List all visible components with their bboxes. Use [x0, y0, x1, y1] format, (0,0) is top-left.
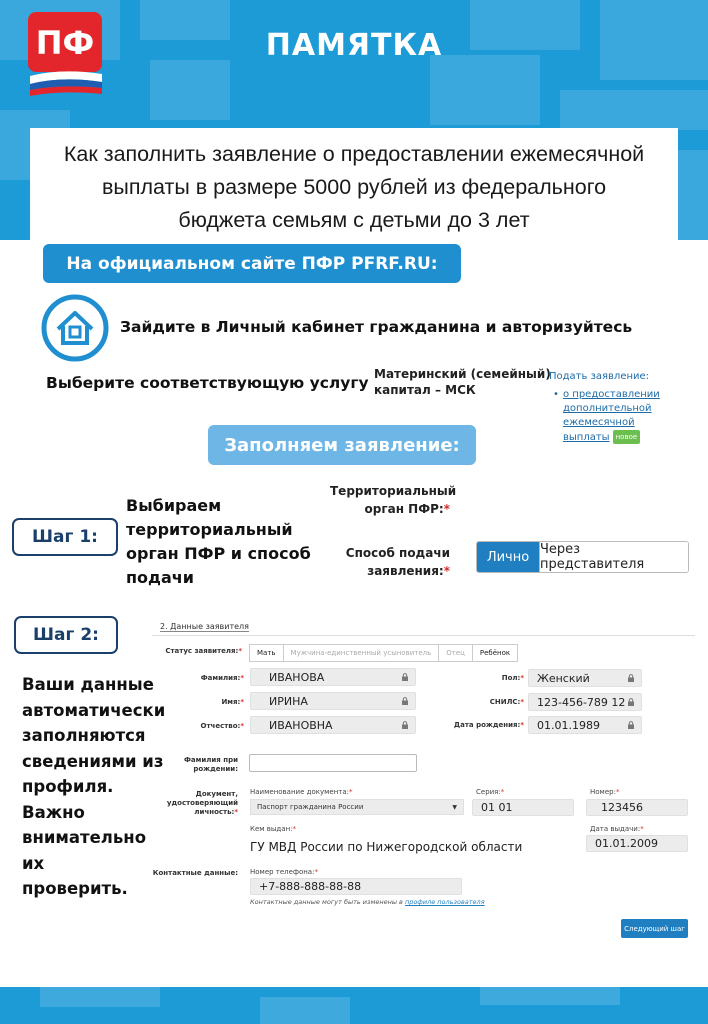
step2-line: заполняются [22, 726, 146, 745]
step1-label: Шаг 1: [12, 518, 118, 556]
option-in-person[interactable]: Лично [477, 542, 539, 572]
form-section-title: 2. Данные заявителя [160, 622, 249, 631]
status-option-mother[interactable]: Мать [257, 649, 276, 657]
fill-section-label: Заполняем заявление: [208, 425, 476, 465]
step2-text [22, 672, 172, 902]
issued-by-value: ГУ МВД России по Нижегородской области [250, 840, 523, 854]
snils-label: СНИЛС:* [489, 698, 524, 706]
lock-icon [627, 721, 635, 729]
step2-label: Шаг 2: [14, 616, 118, 654]
series-field[interactable] [472, 799, 574, 816]
birth-surname-input[interactable] [249, 754, 417, 772]
submission-method-toggle[interactable] [476, 541, 689, 573]
lock-icon [401, 721, 409, 729]
apply-link-line: о предоставлении [563, 389, 660, 400]
step2-line: внимательно их [22, 828, 147, 873]
birth-date-value: 01.01.1989 [537, 718, 600, 732]
footer-band [0, 987, 708, 1024]
number-field[interactable] [586, 799, 688, 816]
step2-line: сведениями из [22, 751, 164, 771]
surname-value: ИВАНОВА [269, 670, 325, 684]
apply-link-line: дополнительной ежемесячной [563, 403, 652, 428]
contacts-note: Контактные данные могут быть изменены в профиле пользователя [250, 898, 485, 906]
apply-title: Подать заявление: [549, 371, 650, 382]
msk-line: капитал – МСК [374, 383, 476, 397]
birth-date-label: Дата рождения:* [453, 721, 524, 729]
territorial-label [330, 482, 457, 518]
applicant-form [152, 614, 695, 946]
phone-value: +7-888-888-88-88 [259, 880, 362, 893]
msk-service-label[interactable] [374, 366, 551, 398]
lock-icon [627, 698, 635, 706]
birth-date-field[interactable] [528, 716, 642, 734]
lock-icon [401, 673, 409, 681]
apply-link-line: выплаты [563, 432, 610, 443]
series-caption: Серия:* [476, 788, 505, 796]
territorial-label-line: орган ПФР: [364, 502, 444, 516]
method-label-line: заявления: [367, 564, 444, 578]
gender-field[interactable] [528, 669, 642, 687]
name-field[interactable] [250, 692, 416, 710]
msk-line: Материнский (семейный) [374, 367, 551, 381]
subtitle-line: выплаты в размере 5000 рублей из федерального [101, 175, 607, 199]
subtitle-line: бюджета семьям с детьми до 3 лет [178, 208, 530, 232]
name-value: ИРИНА [269, 694, 308, 708]
next-step-button[interactable]: Следующий шаг [621, 919, 688, 938]
issue-date-value: 01.01.2009 [595, 837, 658, 850]
territorial-label-line: Территориальный [330, 484, 457, 498]
subtitle [34, 138, 674, 237]
identity-doc-label: Документ, удостоверяющий личность:* [166, 790, 238, 816]
apply-link[interactable] [563, 388, 708, 445]
step2-line: Ваши данные [22, 675, 154, 694]
status-option-father[interactable]: Отец [438, 645, 472, 661]
lock-icon [401, 697, 409, 705]
issue-date-field[interactable] [586, 835, 688, 852]
series-value: 01 01 [481, 801, 513, 814]
method-label [330, 544, 450, 580]
option-representative[interactable]: Через представителя [539, 542, 688, 572]
step2-line: Важно [22, 802, 85, 822]
subtitle-line: Как заполнить заявление о предоставлении ежемесячной [63, 142, 645, 166]
required-star: * [443, 502, 450, 516]
birth-surname-label: Фамилия при рождении: [183, 756, 238, 773]
new-badge: новое [613, 430, 641, 444]
step2-line: профиля. [22, 777, 114, 796]
status-option-single-adopter[interactable]: Мужчина-единственный усыновитель [283, 645, 439, 661]
divider [152, 635, 695, 636]
choose-service-instruction: Выберите соответствующую услугу [46, 374, 369, 392]
logo-text: ПФ [35, 24, 95, 62]
snils-value: 123-456-789 12 [537, 695, 626, 709]
phone-caption: Номер телефона:* [250, 868, 318, 876]
caret-down-icon: ▼ [452, 803, 457, 811]
status-option-child[interactable]: Ребёнок [472, 645, 517, 661]
status-tabs[interactable] [249, 644, 518, 662]
contacts-label: Контактные данные: [152, 869, 238, 877]
profile-link[interactable]: профиле пользователя [404, 898, 485, 906]
doc-name-caption: Наименование документа:* [250, 788, 353, 796]
number-value: 123456 [601, 801, 643, 814]
apply-box [549, 370, 708, 445]
login-instruction: Зайдите в Личный кабинет гражданина и авторизуйтесь [120, 318, 633, 336]
site-section-label: На официальном сайте ПФР PFRF.RU: [43, 244, 461, 283]
doc-name-value: Паспорт гражданина России [257, 803, 364, 811]
patronymic-value: ИВАНОВНА [269, 718, 333, 732]
phone-field[interactable] [250, 878, 462, 895]
page-title: ПАМЯТКА [265, 28, 443, 63]
number-caption: Номер:* [590, 788, 620, 796]
step2-line: автоматически [22, 700, 166, 720]
doc-name-select[interactable] [250, 799, 464, 815]
patronymic-field[interactable] [250, 716, 416, 734]
method-label-line: Способ подачи [345, 546, 450, 560]
gender-label: Пол:* [501, 674, 524, 682]
status-label: Статус заявителя:* [165, 647, 242, 655]
home-icon [40, 293, 110, 363]
lock-icon [627, 674, 635, 682]
patronymic-label: Отчество:* [200, 722, 244, 730]
gender-value: Женский [537, 671, 590, 685]
name-label: Имя:* [221, 698, 244, 706]
step2-line: проверить. [22, 879, 128, 898]
issue-date-caption: Дата выдачи:* [590, 825, 644, 833]
surname-field[interactable] [250, 668, 416, 686]
surname-label: Фамилия:* [200, 674, 244, 682]
issued-by-caption: Кем выдан:* [250, 825, 296, 833]
step1-text: Выбираем территориальный орган ПФР и способ подачи [126, 496, 311, 587]
snils-field[interactable] [528, 693, 642, 711]
required-star: * [443, 564, 450, 578]
